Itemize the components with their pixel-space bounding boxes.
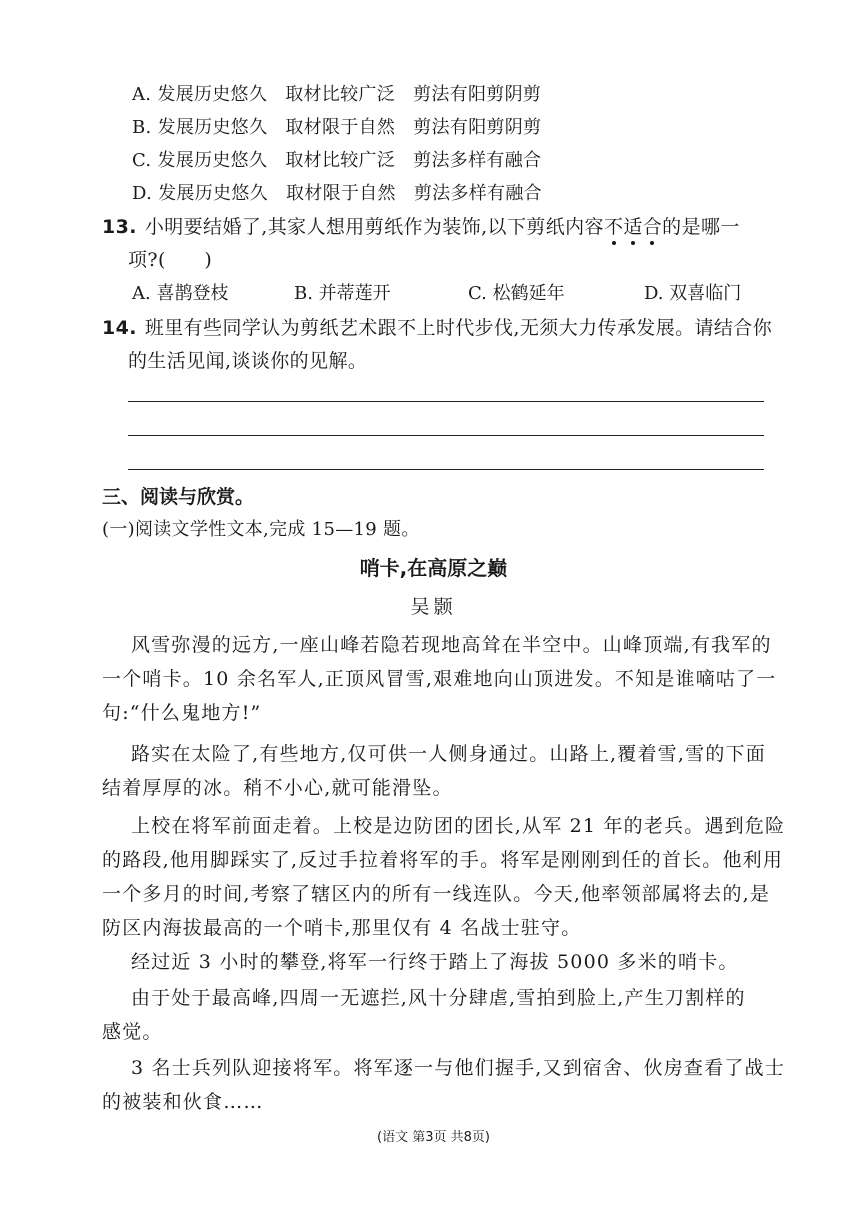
section-heading: 三、阅读与欣赏。: [102, 486, 255, 508]
article-line-13: 3 名士兵列队迎接将军。将军逐一与他们握手,又到宿舍、伙房查看了战士: [102, 1057, 785, 1079]
emphasis-char-3: 合: [642, 216, 663, 238]
article-line-4: 路实在太险了,有些地方,仅可供一人侧身通过。山路上,覆着雪,雪的下面: [102, 743, 766, 765]
emphasis-char-1: 不: [603, 216, 624, 238]
q13-text-after: 的是哪一: [662, 216, 740, 238]
article-title: 哨卡,在高原之巅: [359, 556, 508, 580]
q14-line1: 班里有些同学认为剪纸艺术跟不上时代步伐,无须大力传承发展。请结合你: [144, 317, 773, 339]
q12-option-a: A. 发展历史悠久 取材比较广泛 剪法有阳剪阴剪: [132, 84, 542, 105]
article-line-12: 感觉。: [102, 1021, 163, 1043]
q12-option-d: D. 发展历史悠久 取材限于自然 剪法多样有融合: [132, 183, 542, 204]
article-author: 吴颢: [410, 596, 457, 618]
q12-option-b: B. 发展历史悠久 取材限于自然 剪法有阳剪阴剪: [132, 117, 542, 138]
q13-continuation: 项?( ): [128, 249, 213, 271]
q13-choice-c: C. 松鹤延年: [468, 283, 565, 304]
article-line-3: 句:“什么鬼地方!”: [102, 702, 262, 724]
article-line-5: 结着厚厚的冰。稍不小心,就可能滑坠。: [102, 777, 453, 799]
section-subheading: (一)阅读文学性文本,完成 15—19 题。: [102, 519, 420, 540]
article-line-6: 上校在将军前面走着。上校是边防团的团长,从军 21 年的老兵。遇到危险: [102, 815, 786, 837]
answer-line-2[interactable]: [128, 435, 764, 436]
q12-option-c: C. 发展历史悠久 取材比较广泛 剪法多样有融合: [132, 150, 542, 171]
article-line-9: 防区内海拔最高的一个哨卡,那里仅有 4 名战士驻守。: [102, 917, 582, 939]
q13-choice-b: B. 并蒂莲开: [294, 283, 391, 304]
q13-choice-a: A. 喜鹊登枝: [132, 283, 229, 304]
q14-line2: 的生活见闻,谈谈你的见解。: [128, 350, 368, 372]
article-line-10: 经过近 3 小时的攀登,将军一行终于踏上了海拔 5000 多米的哨卡。: [102, 951, 739, 973]
q14-number: 14.: [102, 317, 137, 339]
q13-text-before: 小明要结婚了,其家人想用剪纸作为装饰,以下剪纸内容: [144, 216, 604, 238]
article-line-14: 的被装和伙食……: [102, 1091, 264, 1113]
q14-stem: [102, 313, 772, 340]
emphasis-char-2: 适: [623, 216, 643, 238]
article-line-8: 一个多月的时间,考察了辖区内的所有一线连队。今天,他率领部属将去的,是: [102, 883, 771, 905]
answer-line-1[interactable]: [128, 401, 764, 402]
article-line-7: 的路段,他用脚踩实了,反过手拉着将军的手。将军是刚刚到任的首长。他利用: [102, 849, 784, 871]
q13-number: 13.: [102, 216, 137, 238]
article-line-2: 一个哨卡。10 余名军人,正顶风冒雪,艰难地向山顶进发。不知是谁嘀咕了一: [102, 668, 777, 690]
q13-choice-d: D. 双喜临门: [644, 283, 742, 304]
article-line-11: 由于处于最高峰,四周一无遮拦,风十分肆虐,雪拍到脸上,产生刀割样的: [102, 987, 746, 1009]
page-footer: (语文 第3页 共8页): [377, 1130, 490, 1145]
q13-stem: [102, 212, 740, 239]
answer-line-3[interactable]: [128, 469, 764, 470]
article-line-1: 风雪弥漫的远方,一座山峰若隐若现地高耸在半空中。山峰顶端,有我军的: [102, 634, 772, 656]
